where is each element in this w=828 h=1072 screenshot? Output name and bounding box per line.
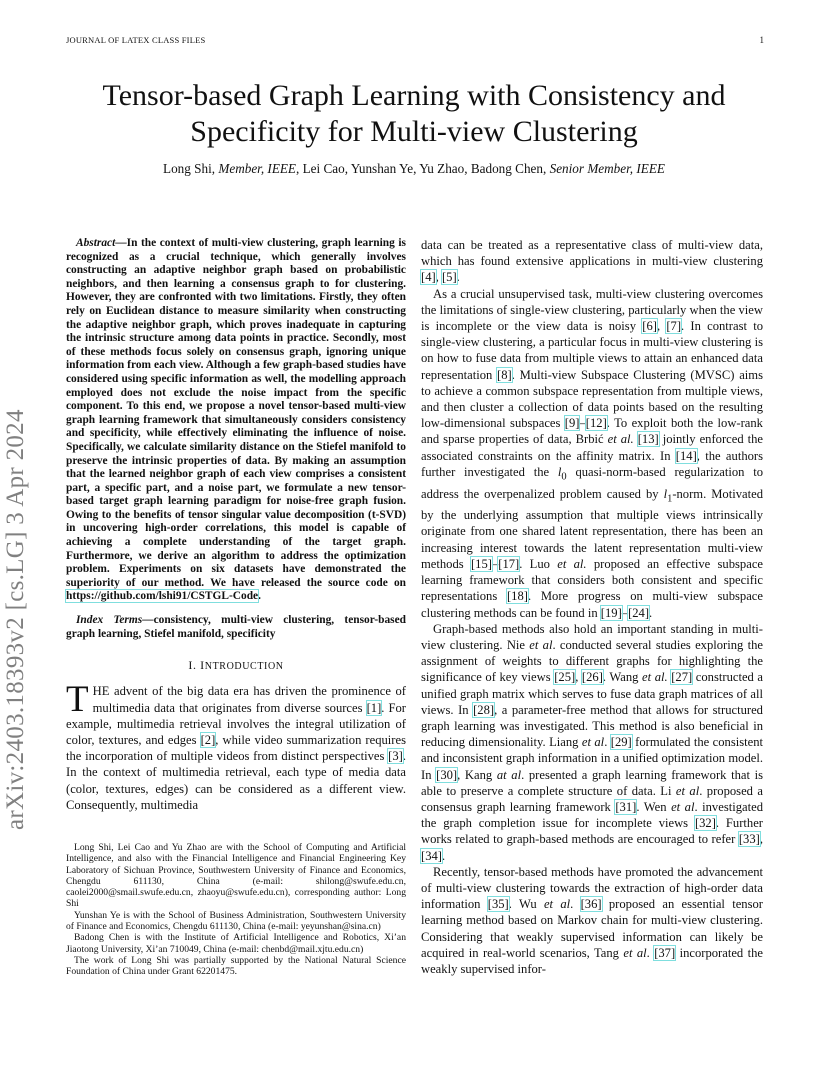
- citation-link[interactable]: [1]: [366, 700, 382, 715]
- title-line-2: Specificity for Multi-view Clustering: [190, 115, 638, 148]
- author-membership: Senior Member, IEEE: [549, 161, 665, 176]
- citation-link[interactable]: [9]: [564, 416, 580, 431]
- citation-link[interactable]: [32]: [694, 816, 716, 831]
- index-terms-label: Index Terms: [76, 614, 143, 627]
- citation-link[interactable]: [17]: [498, 556, 520, 571]
- author-list: [40, 161, 788, 177]
- footnotes: [66, 842, 406, 978]
- footnote: Long Shi, Lei Cao and Yu Zhao are with the School of Computing and Artificial Intelligence, and also with the Financial Intelligence and Financial Engineering Key Laboratory of Sichuan Province, Southwestern University of Finance and Economics, Chengdu 611130, China (e-mail: shilong@swufe.edu.cn, caolei2000@smail.swufe.edu.cn, zhaoyu@swufe.edu.cn), corresponding author: Long Shi: [66, 842, 406, 910]
- title-line-1: Tensor-based Graph Learning with Consistency and: [102, 79, 726, 112]
- citation-link[interactable]: [36]: [580, 897, 602, 912]
- body-paragraph: data can be treated as a representative class of multi-view data, which has found extensive applications in multi-view clustering [4], [5].: [421, 238, 763, 285]
- footnote: The work of Long Shi was partially supported by the National Natural Science Foundation of China under Grant 62201475.: [66, 954, 406, 978]
- body-paragraph: Graph-based methods also hold an important standing in multi-view clustering. Nie et al. conducted several studies exploring the assignment of weights to different graphs for highlighting the significance of key views [25], [26]. Wang et al. [27] constructed a unified graph matrix which serves to fuse data graph matrices of all views. In [28], a parameter-free method that allows for structured graph learning was investigated. This method is also beneficial in reducing dimensionality. Liang et al. [29] formulated the consistent and inconsistent graph information in a unified optimization model. In [30], Kang at al. presented a graph learning framework that is able to preserve a complete structure of data. Li et al. proposed a consensus graph learning framework [31]. Wen et al. investigated the graph completion issue for incomplete views [32]. Further works related to graph-based methods are encouraged to refer [33], [34].: [421, 621, 764, 863]
- section-heading: I. INTRODUCTION: [188, 658, 284, 673]
- citation-link[interactable]: [25]: [554, 670, 576, 685]
- citation-link[interactable]: [15]: [470, 556, 492, 571]
- source-code-link[interactable]: https://github.com/lshi91/CSTGL-Code: [66, 590, 259, 603]
- citation-link[interactable]: [2]: [200, 733, 216, 748]
- body-paragraph: Recently, tensor-based methods have promoted the advancement of multi-view clustering towards the extraction of high-order data information [35]. Wu et al. [36] proposed an essential tensor learning method based on Markov chain for multi-view clustering. Considering that weakly supervised information can likely be acquired in real-world scenarios, Tang et al. [37] incorporated the weakly supervised infor-: [421, 864, 763, 976]
- drop-cap: T: [66, 679, 89, 721]
- citation-link[interactable]: [27]: [671, 670, 693, 685]
- citation-link[interactable]: [3]: [388, 749, 403, 764]
- footnote: Badong Chen is with the Institute of Artificial Intelligence and Robotics, Xi’an Jiaotong University, Xi’an 710049, China (e-mail: chenbd@mail.xjtu.edu.cn): [66, 932, 406, 955]
- right-column: [421, 237, 763, 977]
- citation-link[interactable]: [30]: [436, 767, 458, 782]
- abstract: Abstract—In the context of multi-view clustering, graph learning is recognized as a crucial technique, which generally involves constructing an adaptive neighbor graph based on probabilistic neighbors, and then learning a consensus graph to for clustering. However, they are confronted with two limitations. Firstly, they often rely on Euclidean distance to measure similarity when constructing the adaptive neighbor graph, which proves inadequate in capturing the intrinsic structure among data points in practice. Secondly, most of these methods focus solely on consensus graph, ignoring unique information from each view. Although a few graph-based studies have considered using specific information as well, the modelling approach employed does not exclude the noise impact from the specific component. To this end, we propose a novel tensor-based multi-view graph learning framework that simultaneously considers consistency and specificity, while effectively eliminating the influence of noise. Specifically, we calculate similarity distance on the Stiefel manifold to preserve the intrinsic properties of data. By making an assumption that the learned neighbor graph of each view comprises a consistent part, a specific part, and a noise part, we formulate a new tensor-based target graph learning paradigm for noise-free graph fusion. Owing to the benefits of tensor singular value decomposition (t-SVD) in uncovering high-order correlations, this model is capable of achieving a complete understanding of the target graph. Furthermore, we derive an algorithm to address the optimization problem. Experiments on six datasets have demonstrated the superiority of our method. We have released the source code on https://github.com/lshi91/CSTGL-Code.: [66, 237, 406, 603]
- intro-paragraph: THE advent of the big data era has driven the prominence of multimedia data that originates from diverse sources [1]. For example, multimedia retrieval involves the integral utilization of color, textures, and edges [2], while video summarization requires the incorporation of multiple videos from distinct perspectives [3]. In the context of multimedia retrieval, each type of media data (color, textures, edges) can be considered as a different view. Consequently, multimedia: [66, 679, 406, 812]
- citation-link[interactable]: [31]: [615, 799, 637, 814]
- arxiv-identifier: arXiv:2403.18393v2 [cs.LG] 3 Apr 2024: [2, 409, 29, 830]
- author-text: , Lei Cao, Yunshan Ye, Yu Zhao, Badong Chen,: [296, 161, 550, 176]
- citation-link[interactable]: [33]: [738, 832, 760, 847]
- index-terms-text: —consistency, multi-view clustering, tensor-based graph learning, Stiefel manifold, specificity: [66, 614, 406, 640]
- citation-link[interactable]: [29]: [610, 735, 632, 750]
- left-column: [66, 237, 406, 813]
- citation-link[interactable]: [12]: [585, 416, 607, 431]
- citation-link[interactable]: [4]: [421, 270, 436, 285]
- citation-link[interactable]: [35]: [487, 897, 509, 912]
- citation-link[interactable]: [34]: [421, 848, 442, 863]
- citation-link[interactable]: [7]: [666, 319, 682, 334]
- citation-link[interactable]: [24]: [628, 605, 650, 620]
- running-header: JOURNAL OF LATEX CLASS FILES: [66, 35, 206, 45]
- citation-link[interactable]: [6]: [642, 319, 657, 334]
- paper-title: [40, 78, 788, 150]
- author-text: Long Shi,: [163, 161, 219, 176]
- citation-link[interactable]: [37]: [654, 945, 676, 960]
- author-membership: Member, IEEE: [218, 161, 296, 176]
- citation-link[interactable]: [13]: [637, 432, 659, 447]
- citation-link[interactable]: [19]: [600, 605, 622, 620]
- citation-link[interactable]: [5]: [441, 270, 457, 285]
- citation-link[interactable]: [26]: [581, 670, 603, 685]
- citation-link[interactable]: [8]: [497, 367, 512, 382]
- citation-link[interactable]: [18]: [506, 589, 528, 604]
- footnote: Yunshan Ye is with the School of Business Administration, Southwestern University of Finance and Economics, Chengdu 611130, China (e-mail: yeyunshan@sina.cn): [66, 909, 406, 933]
- citation-link[interactable]: [28]: [473, 702, 495, 717]
- abstract-text: —In the context of multi-view clustering, graph learning is recognized as a crucial technique, which generally involves constructing an adaptive neighbor graph based on probabilistic neighbors, and then learning a consensus graph to for clustering. However, they are confronted with two limitations. Firstly, they often rely on Euclidean distance to measure similarity when constructing the adaptive neighbor graph, which proves inadequate in capturing the intrinsic structure among data points in practice. Secondly, most of these methods focus solely on consensus graph, ignoring unique information from each view. Although a few graph-based studies have considered using specific information as well, the modelling approach employed does not exclude the noise impact from the specific component. To this end, we propose a novel tensor-based multi-view graph learning framework that simultaneously considers consistency and specificity, while effectively eliminating the influence of noise. Specifically, we calculate similarity distance on the Stiefel manifold to preserve the intrinsic properties of data. By making an assumption that the learned neighbor graph of each view comprises a consistent part, a specific part, and a noise part, we formulate a new tensor-based target graph learning paradigm for noise-free graph fusion. Owing to the benefits of tensor singular value decomposition (t-SVD) in uncovering high-order correlations, this model is capable of achieving a complete understanding of the target graph. Furthermore, we derive an algorithm to address the optimization problem. Experiments on six datasets have demonstrated the superiority of our method. We have released the source code on: [66, 237, 406, 589]
- citation-link[interactable]: [14]: [675, 448, 697, 463]
- abstract-label: Abstract: [76, 237, 116, 249]
- index-terms: [66, 614, 406, 641]
- body-paragraph: As a crucial unsupervised task, multi-view clustering overcomes the limitations of single-view clustering, particularly when the view is incomplete or the view data is noisy [6], [7]. In contrast to single-view clustering, a particular focus in multi-view clustering is on how to fuse data from multiple views to attain an enhanced data representation [8]. Multi-view Subspace Clustering (MVSC) aims to achieve a common subspace representation from multiple views, and then cluster a collection of data points based on the resulting low-dimensional subspaces [9]–[12]. To exploit both the low-rank and sparse properties of data, Brbić et al. [13] jointly enforced the associated constraints on the affinity matrix. In [14], the authors further investigated the $l_0$ quasi-norm-based regularization to address the overpenalized problem caused by $l_1$-norm. Motivated by the underlying assumption that multiple views intrinsically originate from one shared latent representation, there has been an increasing interest towards the latent representation multi-view methods [15]–[17]. Luo et al. proposed an effective subspace learning framework that considers both consistent and specific representations [18]. More progress on multi-view subspace clustering methods can be found in [19]–[24].: [421, 286, 764, 620]
- page-number: 1: [759, 35, 764, 45]
